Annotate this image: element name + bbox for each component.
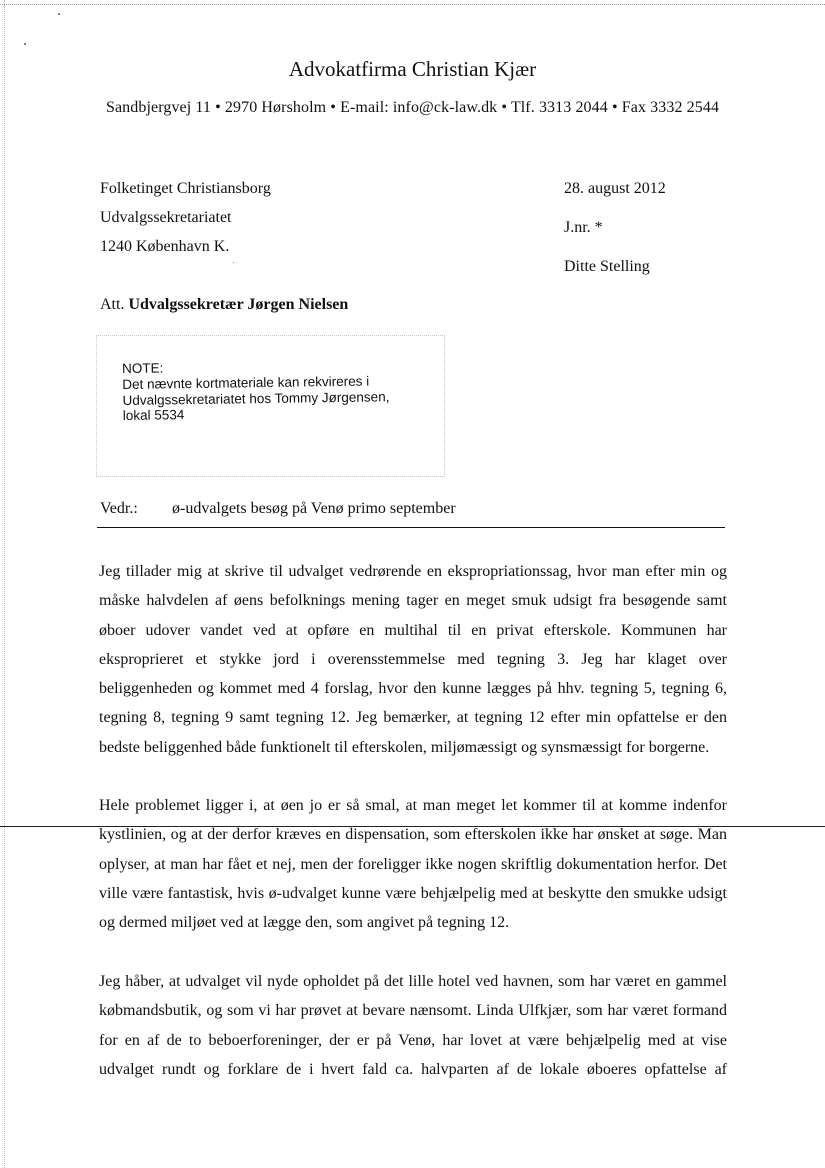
note-heading: NOTE: xyxy=(122,360,164,376)
paragraph-line: eksproprieret et stykke jord i overensstemmelse med tegning 3. Jeg har klaget over xyxy=(99,650,727,668)
body-paragraph-2 xyxy=(99,791,727,937)
paragraph-line: udvalget rundt og forklare de i hvert fald ca. halvparten af de lokale øboeres opfattelse af xyxy=(99,1060,727,1078)
scan-speck xyxy=(233,262,234,263)
firm-name: Advokatfirma Christian Kjær xyxy=(288,57,537,81)
body-paragraph-3 xyxy=(99,967,727,1084)
paragraph-line: Jeg tillader mig at skrive til udvalget vedrørende en ekspropriationssag, hvor man efter min og xyxy=(99,563,727,580)
scan-edge-left xyxy=(4,0,5,1168)
paragraph-line: og dermed miljøet ved at lægge den, som angivet på tegning 12. xyxy=(99,914,510,932)
paragraph-line: tegning 8, tegning 9 samt tegning 12. Jeg bemærker, at tegning 12 efter min opfattelse er den xyxy=(99,709,727,727)
letter-date: 28. august 2012 xyxy=(564,180,666,197)
scan-speck xyxy=(58,13,60,15)
body-paragraph-1 xyxy=(99,557,727,762)
sender-name: Ditte Stelling xyxy=(564,258,650,275)
paragraph-line: for en af de to beboerforeninger, der er på Venø, har lovet at være behjælpelig med at vise xyxy=(99,1031,727,1049)
paragraph-line: måske halvdelen af øens befolknings mening tager en meget smuk udsigt fra besøgende samt xyxy=(99,592,727,610)
recipient-line-3: 1240 København K. xyxy=(100,238,230,255)
paragraph-line: ville være fantastisk, hvis ø-udvalget kunne være behjælpelig med at beskytte den smukke udsigt xyxy=(99,884,727,902)
subject-divider xyxy=(97,527,725,528)
paragraph-line: kystlinien, og at der derfor kræves en dispensation, som efterskolen ikke har ønsket at søge. Man xyxy=(99,826,727,844)
attention-line xyxy=(100,296,348,314)
scan-edge-top xyxy=(0,4,825,5)
paragraph-line: bedste beliggenhed både funktionelt til efterskolen, miljømæssigt og synsmæssigt for borgerne. xyxy=(99,738,710,756)
paragraph-line: oplyser, at man har fået et nej, men der foreligger ikke nogen skriftlig dokumentation herfor. Det xyxy=(99,855,727,873)
paragraph-line: Hele problemet ligger i, at øen jo er så smal, at man meget let kommer til at komme indenfor xyxy=(99,797,727,814)
note-line: lokal 5534 xyxy=(122,407,185,424)
paragraph-line: købmandsbutik, og som vi har prøvet at bevare nænsomt. Linda Ulfkjær, som har været formand xyxy=(99,1002,727,1020)
subject-label: Vedr.: xyxy=(100,500,138,517)
recipient-line-2: Udvalgssekretariatet xyxy=(100,209,232,226)
attention-prefix: Att. xyxy=(100,296,125,313)
paragraph-line: beliggenheden og kommet med 4 forslag, hvor den kunne lægges på hhv. tegning 5, tegning 6, xyxy=(99,680,727,698)
note-line: Det nævnte kortmateriale kan rekvireres i xyxy=(122,373,370,392)
scan-speck xyxy=(24,43,26,45)
recipient-line-1: Folketinget Christiansborg xyxy=(100,180,271,197)
note-line: Udvalgssekretariatet hos Tommy Jørgensen, xyxy=(122,388,390,408)
attention-name: Udvalgssekretær Jørgen Nielsen xyxy=(128,296,349,313)
note-text xyxy=(122,357,423,424)
paragraph-line: Jeg håber, at udvalget vil nyde opholdet på det lille hotel ved havnen, som har været en gammel xyxy=(99,973,727,990)
subject-text: ø-udvalgets besøg på Venø primo september xyxy=(172,500,456,517)
paragraph-line: øboer udover vandet ved at opføre en multihal til en privat efterskole. Kommunen har xyxy=(99,621,727,639)
firm-contact-line: Sandbjergvej 11 • 2970 Hørsholm • E-mail: info@ck-law.dk • Tlf. 3313 2044 • Fax 3332 2544 xyxy=(105,99,720,116)
scan-fold-line xyxy=(0,826,825,827)
journal-number: J.nr. * xyxy=(564,219,603,236)
